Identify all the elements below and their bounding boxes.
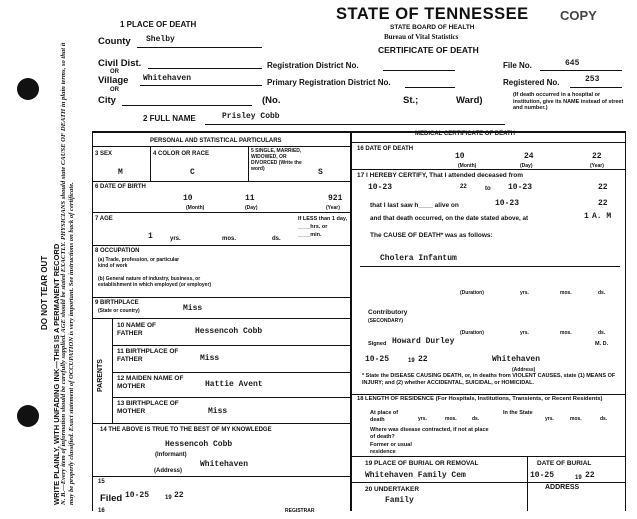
marital-value: S [318, 168, 323, 177]
informant-caption: (Informant) [155, 452, 187, 458]
attend-year-1: 22 [460, 184, 467, 190]
file-underline [540, 70, 622, 71]
dod-day: 24 [524, 152, 534, 161]
binder-hole-bottom [17, 405, 39, 427]
death-am: A. M [592, 212, 612, 221]
cause-duration-yrs: yrs. [520, 290, 529, 296]
dod-day-cap: (Day) [520, 163, 533, 169]
burial-year-prefix: 19 [575, 475, 582, 481]
filed-year: 22 [174, 491, 184, 500]
contributory-label: Contributory [368, 309, 408, 316]
file-number-label: File No. [503, 61, 532, 70]
attend-to-date: 10-23 [508, 183, 533, 192]
row-15-number: 15 [98, 479, 105, 485]
in-state-yrs: yrs. [545, 416, 554, 422]
father-name-value: Hessencoh Cobb [195, 327, 263, 336]
board-label: STATE BOARD OF HEALTH [390, 24, 475, 31]
signed-date: 10-25 [365, 355, 390, 364]
undertaker-label: 20 UNDERTAKER [365, 486, 420, 493]
signed-year: 22 [418, 355, 428, 364]
med-rule-3 [352, 456, 625, 457]
dob-day-caption: (Day) [245, 205, 258, 211]
primary-registration-label: Primary Registration District No. [267, 78, 391, 87]
form-title: STATE OF TENNESSEE [336, 5, 529, 23]
signed-label: Signed [368, 341, 387, 347]
physician-name: Howard Durley [392, 337, 455, 346]
village-underline [140, 85, 262, 86]
dob-label: 6 DATE OF BIRTH [95, 184, 146, 190]
parents-column-rule [112, 318, 113, 423]
birthplace-value: Miss [183, 304, 203, 313]
street-label: St.; [403, 95, 419, 106]
county-label: County [98, 36, 131, 47]
sex-divider [150, 146, 151, 181]
in-state-ds: ds. [600, 416, 608, 422]
undertaker-value: Family [385, 496, 414, 505]
cause-underline [360, 266, 620, 267]
informant-value: Hessencoh Cobb [165, 440, 233, 449]
age-value: 1 [148, 232, 153, 241]
frame-left [92, 131, 93, 511]
former-residence-label: Former or usual residence [370, 442, 412, 455]
parents-label: PARENTS [97, 359, 104, 392]
frame-divider [350, 131, 352, 511]
cause-duration-mos: mos. [560, 290, 572, 296]
father-birthplace-value: Miss [200, 354, 220, 363]
row-rule-3 [92, 245, 350, 246]
side-text-do-not-tear: DO NOT TEAR OUT [40, 255, 49, 330]
at-place-label: At place of death [370, 410, 399, 423]
primary-reg-underline [405, 87, 455, 88]
mother-name-label: 12 MAIDEN NAME OF MOTHER [117, 375, 184, 390]
color-divider [248, 146, 249, 181]
med-rule-1 [352, 169, 625, 170]
row-rule-10 [92, 476, 350, 477]
village-value: Whitehaven [143, 74, 192, 83]
binder-hole-top [17, 78, 39, 100]
row-rule-2 [92, 212, 350, 213]
frame-top [92, 131, 626, 133]
occupation-label: 8 OCCUPATION [95, 248, 140, 254]
personal-title-rule [92, 146, 350, 147]
in-state-label: In the State [503, 410, 533, 416]
color-value: C [190, 168, 195, 177]
color-label: 4 COLOR OR RACE [153, 151, 210, 157]
burial-date-divider [527, 456, 528, 511]
state-disease-note: * State the DISEASE CAUSING DEATH, or, in deaths from VIOLENT CAUSES, state (1) MEANS OF INJURY; and (2) whether ACCIDENTAL, SUICIDAL, or HOMICIDAL. [362, 373, 616, 386]
or-label-1: OR [110, 69, 119, 75]
filed-value: 10-25 [125, 491, 150, 500]
full-name-underline [205, 124, 505, 125]
informant-address-caption: (Address) [154, 468, 183, 474]
undertaker-address-label: ADDRESS [545, 484, 580, 491]
occupation-a: (a) Trade, profession, or particular kind of work [98, 257, 180, 269]
marital-label: 5 SINGLE, MARRIED, WIDOWED, OR DIVORCED (Write the word) [251, 148, 302, 172]
last-seen-year: 22 [598, 199, 608, 208]
cause-duration-label: (Duration) [460, 290, 484, 296]
burial-place-value: Whitehaven Family Cem [365, 471, 466, 480]
dob-year: 921 [328, 194, 343, 203]
side-text-write-plainly: WRITE PLAINLY, WITH UNFADING INK—THIS IS A PERMANENT RECORD [52, 243, 61, 505]
age-mos: mos. [222, 236, 237, 242]
place-of-death-label: 1 PLACE OF DEATH [120, 20, 197, 29]
full-name-label: 2 FULL NAME [143, 114, 196, 123]
attend-from-date: 10-23 [368, 183, 393, 192]
ward-label: Ward) [456, 95, 483, 106]
dod-year-cap: (Year) [590, 163, 604, 169]
dob-month-caption: (Month) [186, 205, 205, 211]
med-rule-2 [352, 394, 625, 395]
file-number-value: 645 [565, 59, 580, 68]
dod-year: 22 [592, 152, 602, 161]
md-label: M. D. [595, 341, 609, 347]
father-name-label: 10 NAME OF FATHER [117, 322, 157, 337]
father-birthplace-label: 11 BIRTHPLACE OF FATHER [117, 348, 179, 363]
sex-label: 3 SEX [95, 151, 113, 157]
occupation-b: (b) General nature of industry, business, or establishment in which employed (or employer) [98, 276, 212, 288]
mother-name-value: Hattie Avent [205, 380, 263, 389]
contrib-duration-ds: ds. [598, 330, 606, 336]
birthplace-sub: (State or country) [98, 308, 140, 314]
filed-year-prefix: 19 [165, 495, 172, 501]
side-text-instructions: N. B.—Every item of information should be carefully supplied. AGE should be stated EXACTLY. PHYSICIANS should state CAUSE OF DEATH in plain terms, so that it may be properly classified. Exact statement of OCCUPATION is very important. See instructions on back of certificate. [60, 42, 75, 505]
contrib-duration-yrs: yrs. [520, 330, 529, 336]
signed-address: Whitehaven [492, 355, 541, 364]
dob-day: 11 [245, 194, 255, 203]
attend-year-2: 22 [598, 183, 608, 192]
burial-label: 19 PLACE OF BURIAL OR REMOVAL [365, 460, 479, 467]
mother-birthplace-value: Miss [208, 407, 228, 416]
medical-title-rule [352, 142, 625, 143]
row-rule-7 [112, 372, 350, 373]
frame-right [625, 131, 626, 511]
in-state-mos: mos. [570, 416, 582, 422]
signed-year-prefix: 19 [408, 358, 415, 364]
reg-dist-underline [383, 70, 455, 71]
dob-month: 10 [183, 194, 193, 203]
certify-label: 17 I HEREBY CERTIFY, That I attended deceased from [357, 172, 524, 179]
where-contracted-label: Where was disease contracted, if not at place of death? [370, 427, 489, 440]
age-ds: ds. [272, 236, 281, 242]
date-of-death-label: 16 DATE OF DEATH [357, 146, 414, 152]
contrib-duration-mos: mos. [560, 330, 572, 336]
secondary-label: (SECONDARY) [368, 318, 404, 324]
contrib-duration-label: (Duration) [460, 330, 484, 336]
row-rule-8 [112, 397, 350, 398]
cause-duration-ds: ds. [598, 290, 606, 296]
registered-number-label: Registered No. [503, 78, 560, 87]
registered-number-value: 253 [585, 75, 600, 84]
civil-underline [148, 68, 262, 69]
medical-section-title: MEDICAL CERTIFICATE OF DEATH [415, 131, 515, 137]
city-label: City [98, 95, 116, 106]
cause-value: Cholera Infantum [380, 254, 457, 263]
residence-label: 18 LENGTH OF RESIDENCE (For Hospitals, Institutions, Transients, or Recent Residents) [357, 396, 603, 402]
row-rule-6 [112, 345, 350, 346]
copy-stamp: COPY [560, 8, 597, 23]
registration-district-label: Registration District No. [267, 61, 359, 70]
age-yrs: yrs. [170, 236, 181, 242]
row-rule-1 [92, 181, 350, 182]
row-16-number: 16 [98, 508, 105, 514]
row-rule-9 [92, 423, 350, 424]
occurred-label: and that death occurred, on the date stated above, at [370, 215, 529, 222]
informant-header: 14 THE ABOVE IS TRUE TO THE BEST OF MY KNOWLEDGE [100, 427, 272, 433]
at-place-yrs: yrs. [418, 416, 427, 422]
sex-value: M [118, 168, 123, 177]
informant-address-value: Whitehaven [200, 460, 249, 469]
street-number-label: (No. [262, 95, 281, 106]
registrar-caption: REGISTRAR [285, 508, 315, 514]
cause-label: The CAUSE OF DEATH* was as follows: [370, 232, 493, 239]
row-rule-5 [92, 318, 350, 319]
filed-label: Filed [100, 493, 123, 504]
full-name-value: Prisley Cobb [222, 112, 280, 121]
dod-month: 10 [455, 152, 465, 161]
dod-month-cap: (Month) [458, 163, 477, 169]
age-label: 7 AGE [95, 216, 113, 222]
registered-underline [570, 87, 622, 88]
mother-birthplace-label: 13 BIRTHPLACE OF MOTHER [117, 400, 179, 415]
county-value: Shelby [146, 35, 175, 44]
bureau-label: Bureau of Vital Statistics [384, 33, 459, 41]
last-seen-label: that I last saw h____ alive on [370, 202, 459, 209]
burial-year: 22 [585, 471, 595, 480]
city-underline [122, 105, 252, 106]
last-seen-date: 10-23 [495, 199, 520, 208]
personal-section-title: PERSONAL AND STATISTICAL PARTICULARS [150, 138, 282, 144]
hospital-note: (If death occurred in a hospital or institution, give its NAME instead of street and number.) [513, 92, 624, 111]
or-label-2: OR [110, 87, 119, 93]
if-less-than-day: If LESS than 1 day, ____hrs. or ____min. [298, 216, 348, 238]
birthplace-label: 9 BIRTHPLACE [95, 300, 139, 306]
at-place-ds: ds. [472, 416, 480, 422]
village-label: Village [98, 75, 129, 86]
civil-district-label: Civil Dist. [98, 58, 142, 69]
dob-year-caption: (Year) [326, 205, 340, 211]
attend-to-label: to [485, 186, 491, 192]
med-rule-4 [352, 482, 625, 483]
certificate-title: CERTIFICATE OF DEATH [378, 45, 479, 55]
burial-date-label: DATE OF BURIAL [537, 460, 592, 467]
signed-address-caption: (Address) [512, 367, 536, 373]
row-rule-4 [92, 297, 350, 298]
burial-date-value: 10-25 [530, 471, 555, 480]
death-time: 1 [584, 212, 589, 221]
at-place-mos: mos. [445, 416, 457, 422]
county-underline [137, 47, 262, 48]
